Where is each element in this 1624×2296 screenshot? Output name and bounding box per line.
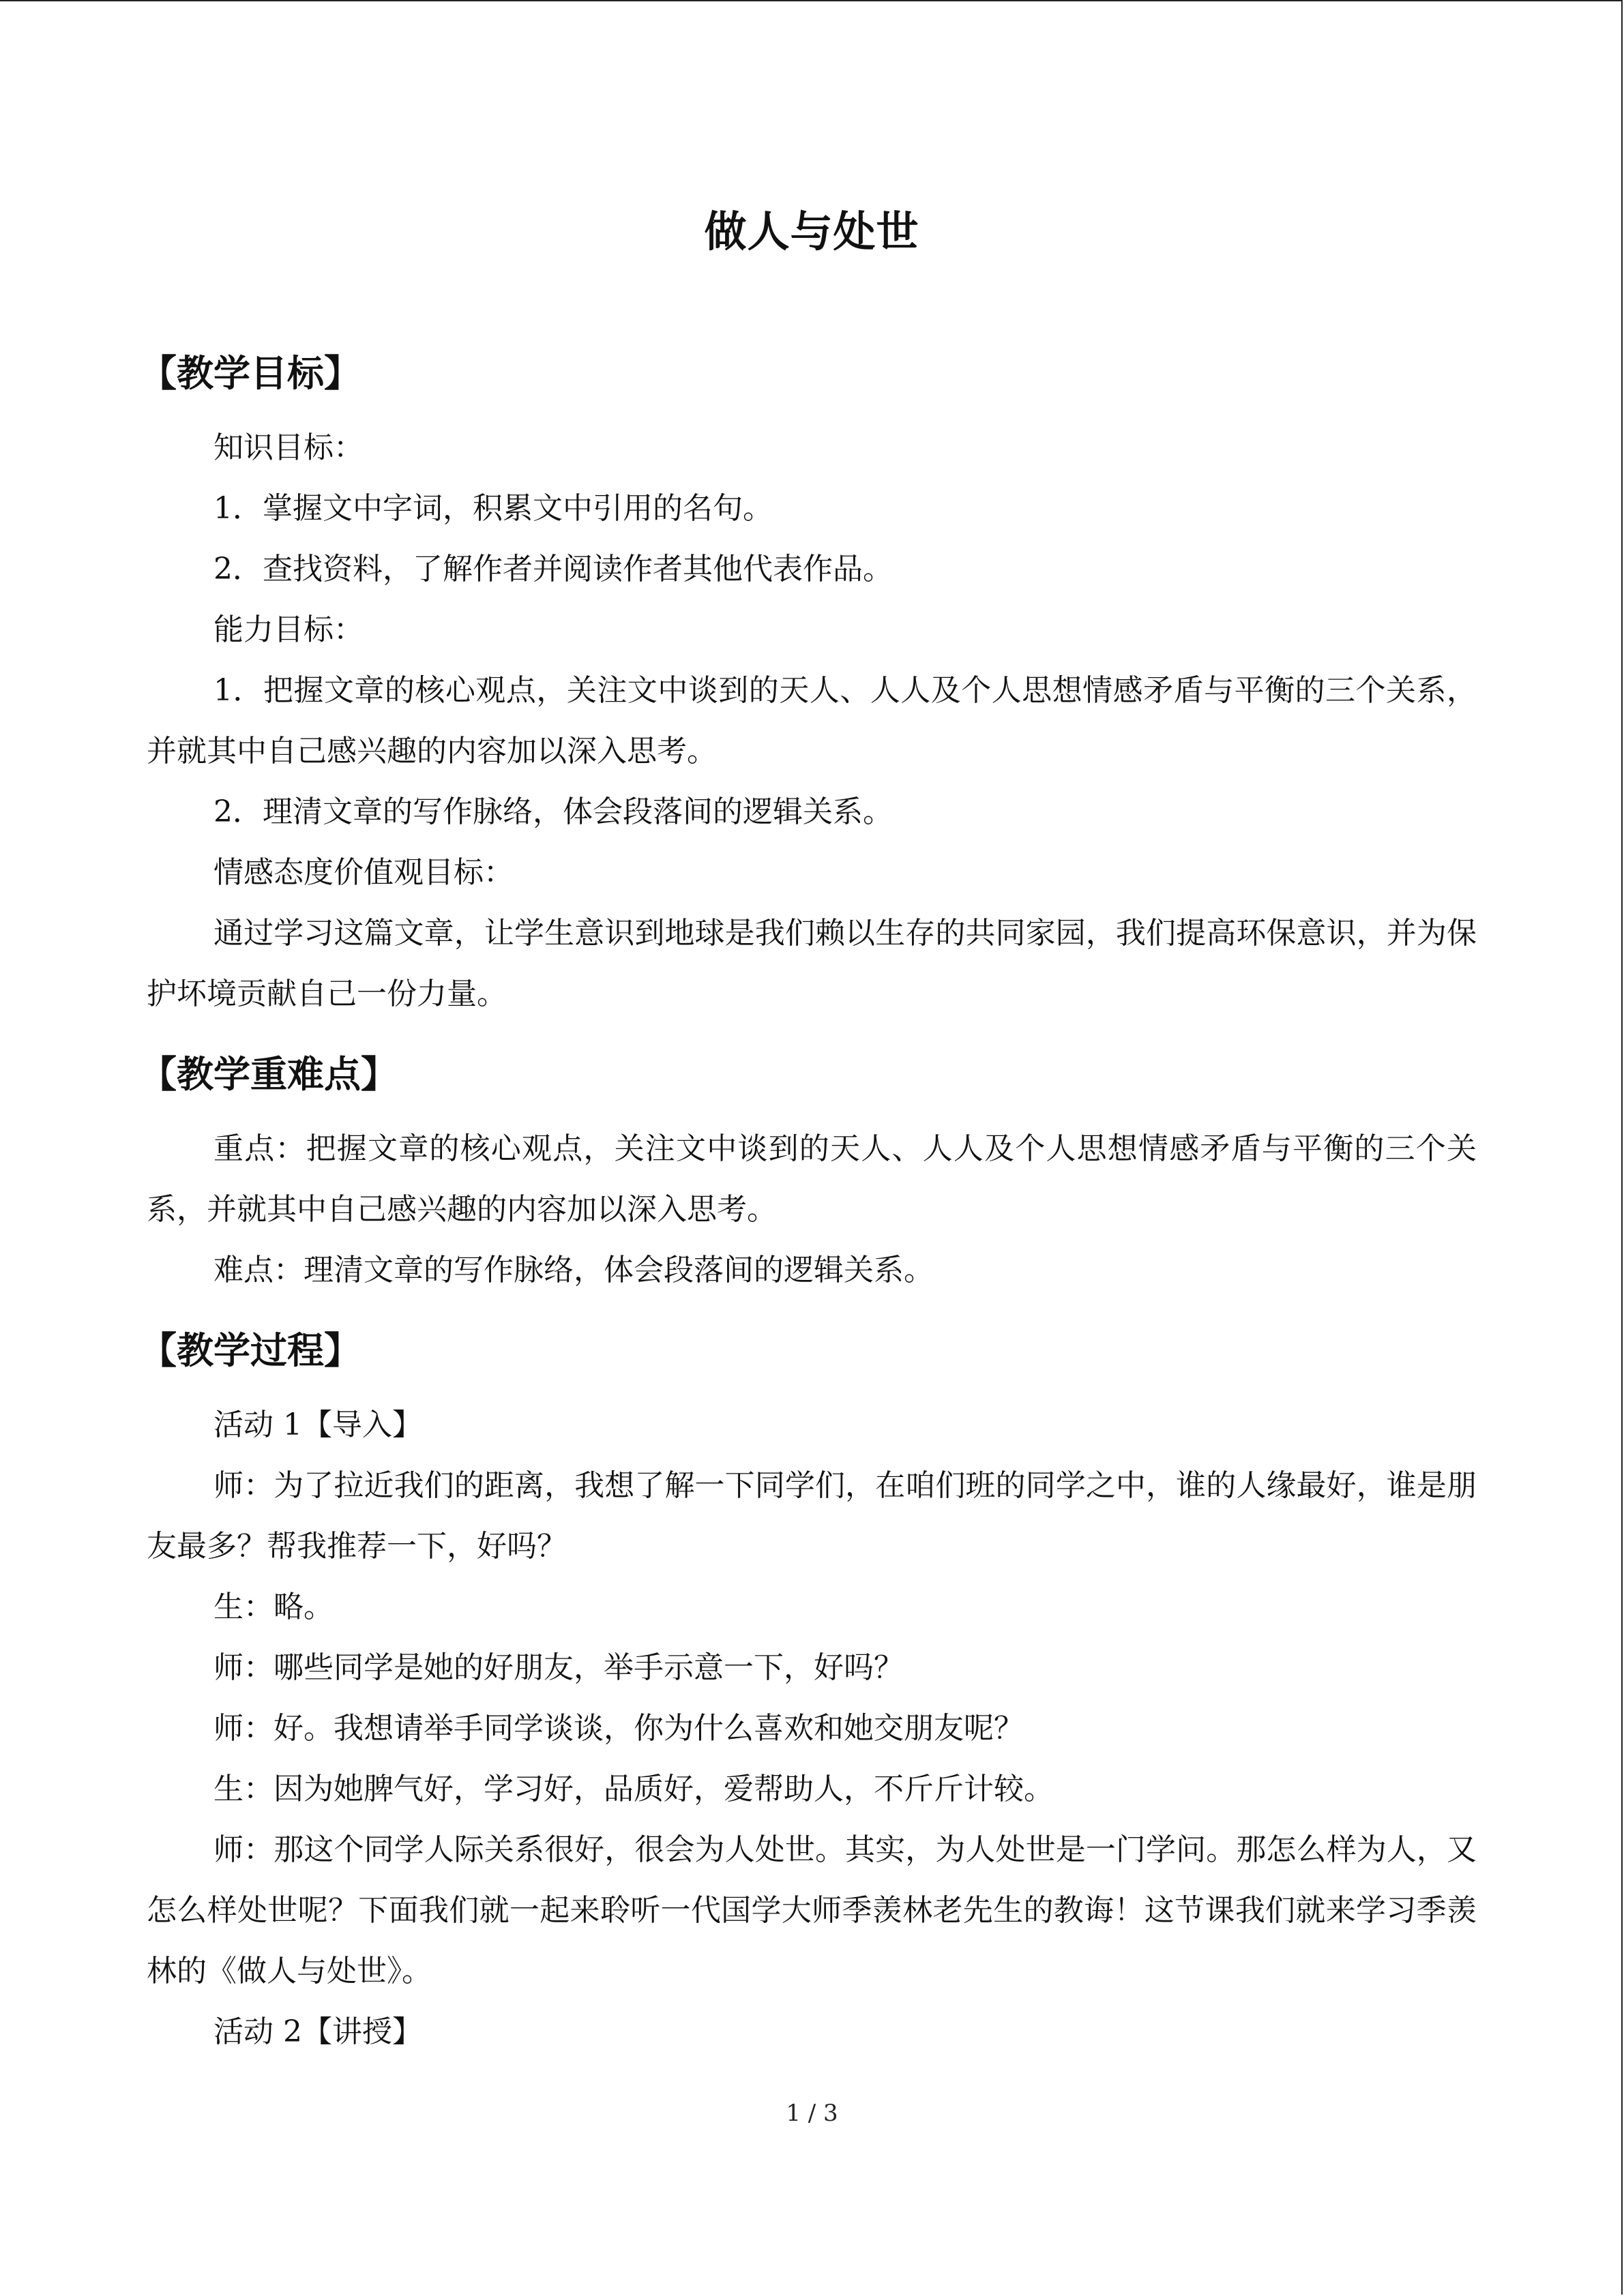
paragraph: 通过学习这篇文章，让学生意识到地球是我们赖以生存的共同家园，我们提高环保意识，并为保护坏境贡献自己一份力量。 [147, 916, 1477, 1011]
paragraph: 生：因为她脾气好，学习好，品质好，爱帮助人，不斤斤计较。 [213, 1772, 1054, 1806]
paragraph: 能力目标： [213, 612, 364, 647]
paragraph: 2．理清文章的写作脉络，体会段落间的逻辑关系。 [213, 794, 893, 829]
document-body [140, 205, 1477, 2062]
paragraph: 1．把握文章的核心观点，关注文中谈到的天人、人人及个人思想情感矛盾与平衡的三个关系，并就其中自己感兴趣的内容加以深入思考。 [147, 673, 1477, 769]
paragraph: 生：略。 [213, 1590, 334, 1624]
section-heading: 【教学重难点】 [140, 1053, 398, 1096]
paragraph: 活动 2【讲授】 [213, 2014, 422, 2049]
paragraph: 难点：理清文章的写作脉络，体会段落间的逻辑关系。 [213, 1253, 934, 1287]
document-title: 做人与处世 [704, 207, 919, 256]
paragraph: 活动 1【导入】 [213, 1407, 422, 1442]
section-heading: 【教学过程】 [140, 1329, 361, 1372]
paragraph: 师：为了拉近我们的距离，我想了解一下同学们，在咱们班的同学之中，谁的人缘最好，谁是朋友最多？帮我推荐一下，好吗？ [147, 1468, 1477, 1564]
paragraph: 重点：把握文章的核心观点，关注文中谈到的天人、人人及个人思想情感矛盾与平衡的三个关系，并就其中自己感兴趣的内容加以深入思考。 [147, 1131, 1477, 1227]
section-heading: 【教学目标】 [140, 352, 361, 395]
section-teaching-process [140, 1324, 1477, 2062]
page-number: 1 / 3 [786, 2100, 838, 2127]
section-spacer [147, 1024, 1477, 1047]
paragraph: 知识目标： [213, 430, 364, 465]
paragraph: 2．查找资料，了解作者并阅读作者其他代表作品。 [213, 552, 893, 586]
paragraph: 1．掌握文中字词，积累文中引用的名句。 [213, 491, 773, 526]
section-spacer [147, 1300, 1477, 1324]
paragraph: 师：好。我想请举手同学谈谈，你为什么喜欢和她交朋友呢？ [213, 1711, 1024, 1746]
paragraph: 师：哪些同学是她的好朋友，举手示意一下，好吗？ [213, 1650, 904, 1685]
section-key-points [140, 1047, 1477, 1300]
paragraph: 情感态度价值观目标： [213, 855, 514, 890]
section-teaching-objectives [140, 346, 1477, 1024]
paragraph: 师：那这个同学人际关系很好，很会为人处世。其实，为人处世是一门学问。那怎么样为人，又怎么样处世呢？下面我们就一起来聆听一代国学大师季羡林老先生的教诲！这节课我们就来学习季羡林的《做人与处世》。 [147, 1832, 1477, 1988]
